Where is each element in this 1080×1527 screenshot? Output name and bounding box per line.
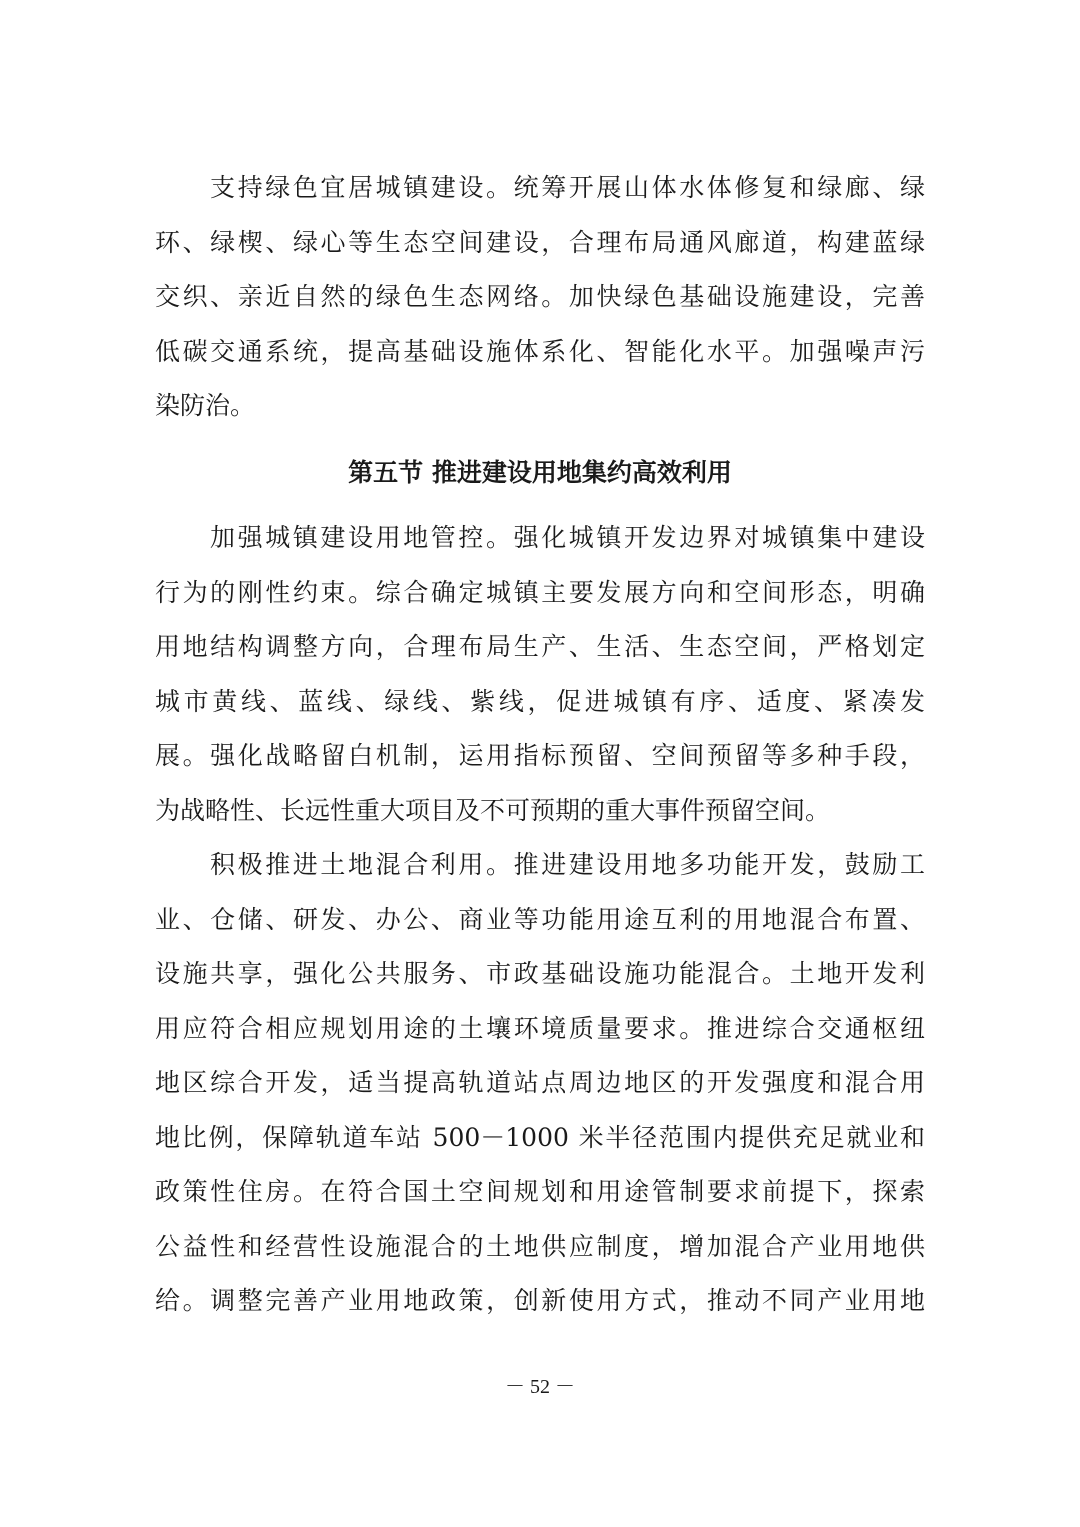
text-line: 用地结构调整方向，合理布局生产、生活、生态空间，严格划定 <box>155 632 925 661</box>
text-line: 积极推进土地混合利用。推进建设用地多功能开发，鼓励工 <box>210 850 925 879</box>
text-line: 设施共享，强化公共服务、市政基础设施功能混合。土地开发利 <box>155 959 925 988</box>
text-line: 城市黄线、蓝线、绿线、紫线，促进城镇有序、适度、紧凑发 <box>155 686 925 716</box>
document-page <box>155 161 925 1329</box>
text-line: 为战略性、长远性重大项目及不可预期的重大事件预留空间。 <box>155 795 831 825</box>
text-line: 交织、亲近自然的绿色生态网络。加快绿色基础设施建设，完善 <box>155 282 925 311</box>
text-line: 环、绿楔、绿心等生态空间建设，合理布局通风廊道，构建蓝绿 <box>155 227 925 257</box>
text-line: 加强城镇建设用地管控。强化城镇开发边界对城镇集中建设 <box>210 523 925 552</box>
text-line: 低碳交通系统，提高基础设施体系化、智能化水平。加强噪声污 <box>155 336 925 366</box>
section-heading: 第五节 推进建设用地集约高效利用 <box>348 457 732 487</box>
text-line: 给。调整完善产业用地政策，创新使用方式，推动不同产业用地 <box>155 1286 925 1315</box>
paragraph-mixed-land-use <box>155 838 925 1329</box>
text-line: 展。强化战略留白机制，运用指标预留、空间预留等多种手段， <box>155 741 925 770</box>
text-line: 公益性和经营性设施混合的土地供应制度，增加混合产业用地供 <box>155 1231 925 1261</box>
text-line: 地比例，保障轨道车站 500－1000 米半径范围内提供充足就业和 <box>155 1122 925 1152</box>
text-line: 行为的刚性约束。综合确定城镇主要发展方向和空间形态，明确 <box>155 577 925 607</box>
page-number: － 52 － <box>505 1376 575 1398</box>
paragraph-construction-land-control <box>155 511 925 838</box>
text-line: 支持绿色宜居城镇建设。统筹开展山体水体修复和绿廊、绿 <box>210 173 925 202</box>
text-line: 业、仓储、研发、办公、商业等功能用途互利的用地混合布置、 <box>155 904 925 934</box>
text-line: 染防治。 <box>155 391 256 420</box>
text-line: 政策性住房。在符合国土空间规划和用途管制要求前提下，探索 <box>155 1177 925 1206</box>
text-line: 地区综合开发，适当提高轨道站点周边地区的开发强度和混合用 <box>155 1068 925 1097</box>
text-line: 用应符合相应规划用途的土壤环境质量要求。推进综合交通枢纽 <box>155 1013 925 1043</box>
paragraph-green-livable-towns <box>155 161 925 434</box>
